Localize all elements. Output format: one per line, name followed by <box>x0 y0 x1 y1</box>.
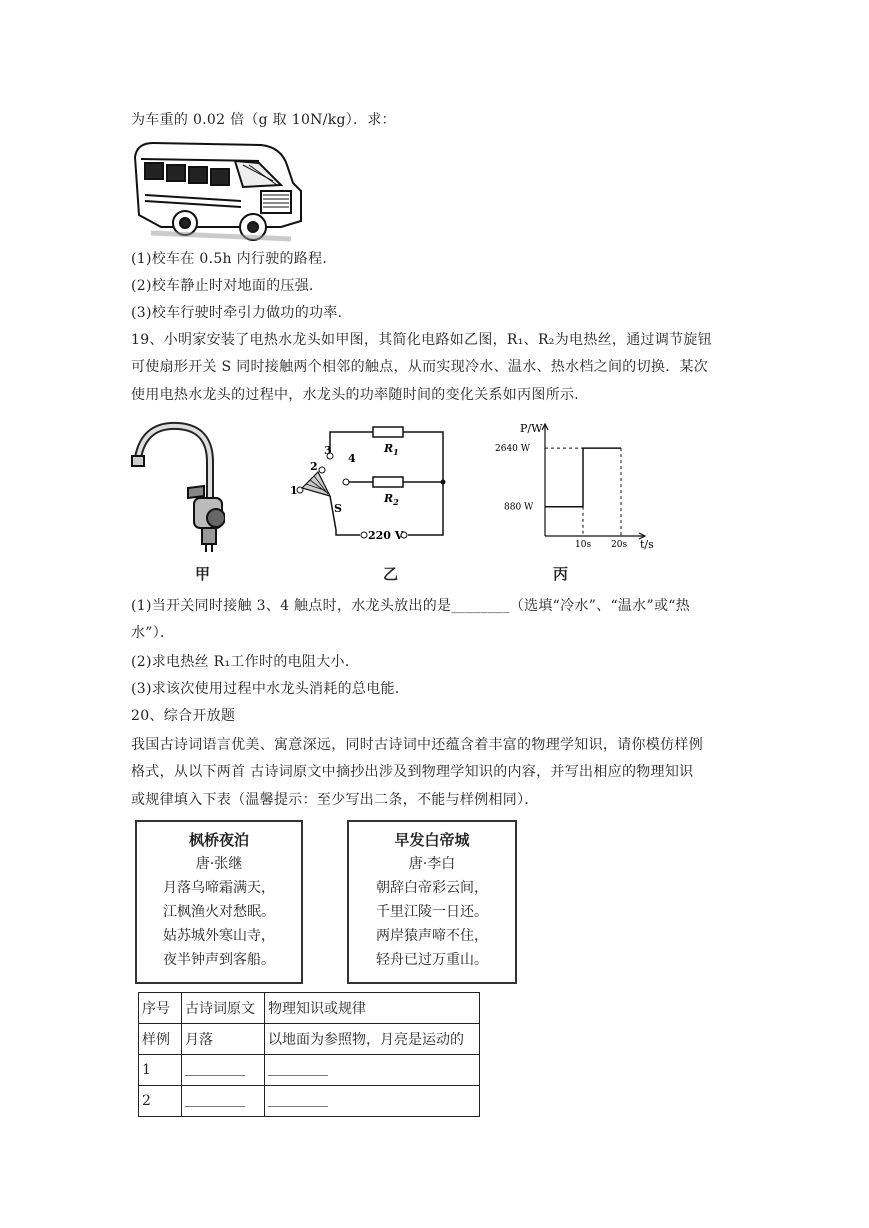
answer-blank[interactable] <box>185 1061 245 1076</box>
question-18-part3: (3)校车行驶时牵引力做功的功率． <box>131 305 352 321</box>
poem-line: 姑苏城外寒山寺， <box>163 928 275 944</box>
question-19-part3: (3)求该次使用过程中水龙头消耗的总电能． <box>131 681 410 697</box>
graph-y-label: P/W <box>520 422 543 435</box>
x-tick-10: 10s <box>575 540 592 550</box>
y-tick-high: 2640 W <box>495 444 531 455</box>
x-tick-20: 20s <box>611 540 628 550</box>
table-cell: 2 <box>139 1086 182 1117</box>
question-18-part2: (2)校车静止时对地面的压强． <box>131 278 324 294</box>
table-header-row <box>139 993 480 1024</box>
figure-label-jia: 甲 <box>195 565 211 583</box>
voltage-label: 220 V <box>368 529 404 542</box>
question-18-part1: (1)校车在 0.5h 内行驶的路程． <box>131 251 337 267</box>
poem-line: 千里江陵一日还。 <box>376 904 488 920</box>
poem-line: 夜半钟声到客船。 <box>163 952 275 968</box>
table-row <box>139 1055 480 1086</box>
question-20-line2: 格式，从以下两首 古诗词原文中摘抄出涉及到物理学知识的内容，并写出相应的物理知识 <box>131 764 694 780</box>
table-cell: 样例 <box>139 1024 182 1055</box>
question-18-intro: 为车重的 0.02 倍（g 取 10N/kg）．求： <box>131 112 396 128</box>
answer-blank[interactable] <box>185 1092 245 1107</box>
circuit-diagram <box>288 420 448 550</box>
answer-blank[interactable] <box>268 1061 328 1076</box>
r2-label: $R_2$ <box>384 492 399 507</box>
table-header-cell: 古诗词原文 <box>182 993 265 1024</box>
faucet-illustration <box>130 418 225 558</box>
poem-line: 朝辞白帝彩云间， <box>376 880 488 896</box>
table-row <box>139 1086 480 1117</box>
table-header-cell: 序号 <box>139 993 182 1024</box>
question-19-line1: 19、小明家安装了电热水龙头如甲图，其简化电路如乙图，R₁、R₂为电热丝，通过调节旋钮 <box>131 332 713 348</box>
table-cell: 以地面为参照物，月亮是运动的 <box>265 1024 480 1055</box>
figure-label-bing: 丙 <box>553 565 569 583</box>
question-20-title: 20、综合开放题 <box>131 708 236 724</box>
question-19-part2: (2)求电热丝 R₁工作时的电阻大小． <box>131 654 360 670</box>
question-20-line3: 或规律填入下表（温馨提示：至少写出二条，不能与样例相同）． <box>131 792 539 808</box>
contact-4-label: 4 <box>348 452 356 465</box>
table-cell: 月落 <box>182 1024 265 1055</box>
contact-3-label: 3 <box>324 444 332 457</box>
answer-blank[interactable] <box>268 1092 328 1107</box>
y-tick-low: 880 W <box>504 502 534 513</box>
poem-title: 枫桥夜泊 <box>188 831 249 849</box>
table-cell: 1 <box>139 1055 182 1086</box>
poem-title: 早发白帝城 <box>394 831 470 849</box>
poem-line: 江枫渔火对愁眠。 <box>163 904 275 920</box>
r1-label: $R_1$ <box>384 442 399 457</box>
table-row <box>139 1024 480 1055</box>
school-bus-illustration <box>131 135 306 245</box>
answer-table <box>138 992 480 1117</box>
answer-blank-cell[interactable] <box>265 1086 480 1117</box>
poem-line: 轻舟已过万重山。 <box>376 952 488 968</box>
poem-card-baidi <box>347 820 517 984</box>
poem-card-fengqiao <box>135 820 303 984</box>
table-header-cell: 物理知识或规律 <box>265 993 480 1024</box>
poem-line: 月落乌啼霜满天， <box>163 880 275 896</box>
poem-author: 唐·李白 <box>408 856 456 872</box>
question-19-line2: 可使扇形开关 S 同时接触两个相邻的触点，从而实现冷水、温水、热水档之间的切换．某次 <box>131 359 709 375</box>
contact-2-label: 2 <box>310 460 318 473</box>
power-time-graph <box>490 420 660 552</box>
question-20-line1: 我国古诗词语言优美、寓意深远，同时古诗词中还蕴含着丰富的物理学知识，请你模仿样例 <box>131 737 703 753</box>
question-19-part1-line1: (1)当开关同时接触 3、4 触点时，水龙头放出的是________（选填“冷水”、“温水”或“热 <box>131 598 691 614</box>
poem-author: 唐·张继 <box>195 856 243 872</box>
answer-blank-cell[interactable] <box>182 1055 265 1086</box>
figure-label-yi: 乙 <box>383 565 399 583</box>
graph-x-label: t/s <box>640 538 654 551</box>
question-19-line3: 使用电热水龙头的过程中，水龙头的功率随时间的变化关系如丙图所示． <box>131 387 589 403</box>
answer-blank-cell[interactable] <box>182 1086 265 1117</box>
question-19-part1-line2: 水”）． <box>131 625 175 641</box>
contact-1-label: 1 <box>290 484 298 497</box>
answer-blank-cell[interactable] <box>265 1055 480 1086</box>
power-series-line <box>545 448 621 507</box>
poem-line: 两岸猿声啼不住， <box>376 928 488 944</box>
switch-label: S <box>334 502 342 515</box>
